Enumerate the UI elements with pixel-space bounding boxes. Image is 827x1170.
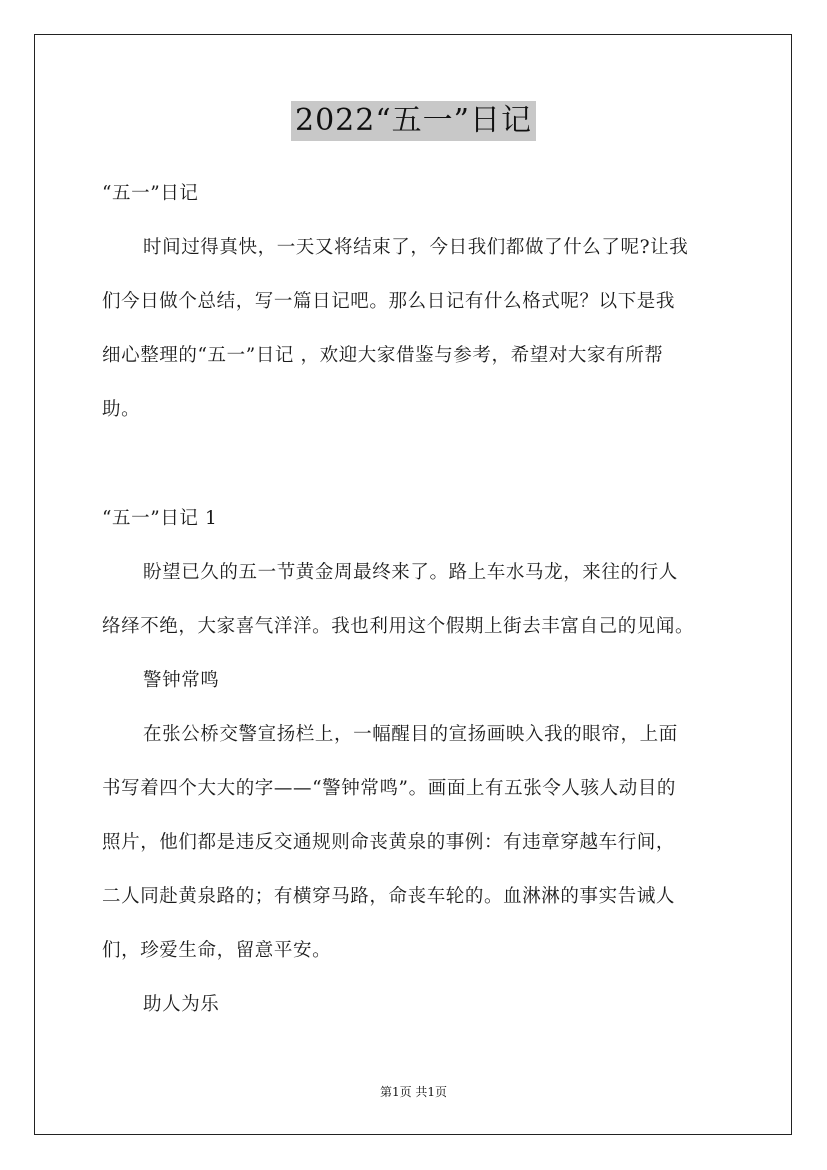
title-wrap (0, 101, 827, 141)
section1-para2-line-3: 照片，他们都是违反交通规则命丧黄泉的事例：有违章穿越车行间， (102, 832, 676, 853)
section1-para1-line-2: 络绎不绝，大家喜气洋洋。我也利用这个假期上街去丰富自己的见闻。 (102, 616, 695, 637)
section1-para2-line-1: 在张公桥交警宣扬栏上，一幅醒目的宣扬画映入我的眼帘，上面 (143, 724, 678, 745)
section1-para2-line-5: 们，珍爱生命，留意平安。 (102, 940, 332, 961)
subheading-zhuren: 助人为乐 (143, 994, 220, 1015)
section1-para1-line-1: 盼望已久的五一节黄金周最终来了。路上车水马龙，来往的行人 (143, 562, 678, 583)
intro-line-4: 助。 (102, 399, 141, 420)
document-title: 2022“五一”日记 (291, 101, 536, 141)
page-number-footer: 第1页 共1页 (379, 1085, 448, 1099)
intro-line-1: 时间过得真快，一天又将结束了，今日我们都做了什么了呢?让我 (143, 237, 689, 258)
subheading-jingzhong: 警钟常鸣 (143, 670, 220, 691)
intro-line-2: 们今日做个总结，写一篇日记吧。那么日记有什么格式呢？以下是我 (102, 291, 676, 312)
section1-heading: “五一”日记 1 (102, 508, 218, 529)
section1-para2-line-4: 二人同赴黄泉路的；有横穿马路，命丧车轮的。血淋淋的事实告诫人 (102, 886, 676, 907)
intro-heading: “五一”日记 (102, 183, 199, 204)
intro-line-3: 细心整理的“五一”日记 ，欢迎大家借鉴与参考，希望对大家有所帮 (102, 345, 664, 366)
section1-para2-line-2: 书写着四个大大的字——“警钟常鸣”。画面上有五张令人骇人动目的 (102, 778, 677, 799)
